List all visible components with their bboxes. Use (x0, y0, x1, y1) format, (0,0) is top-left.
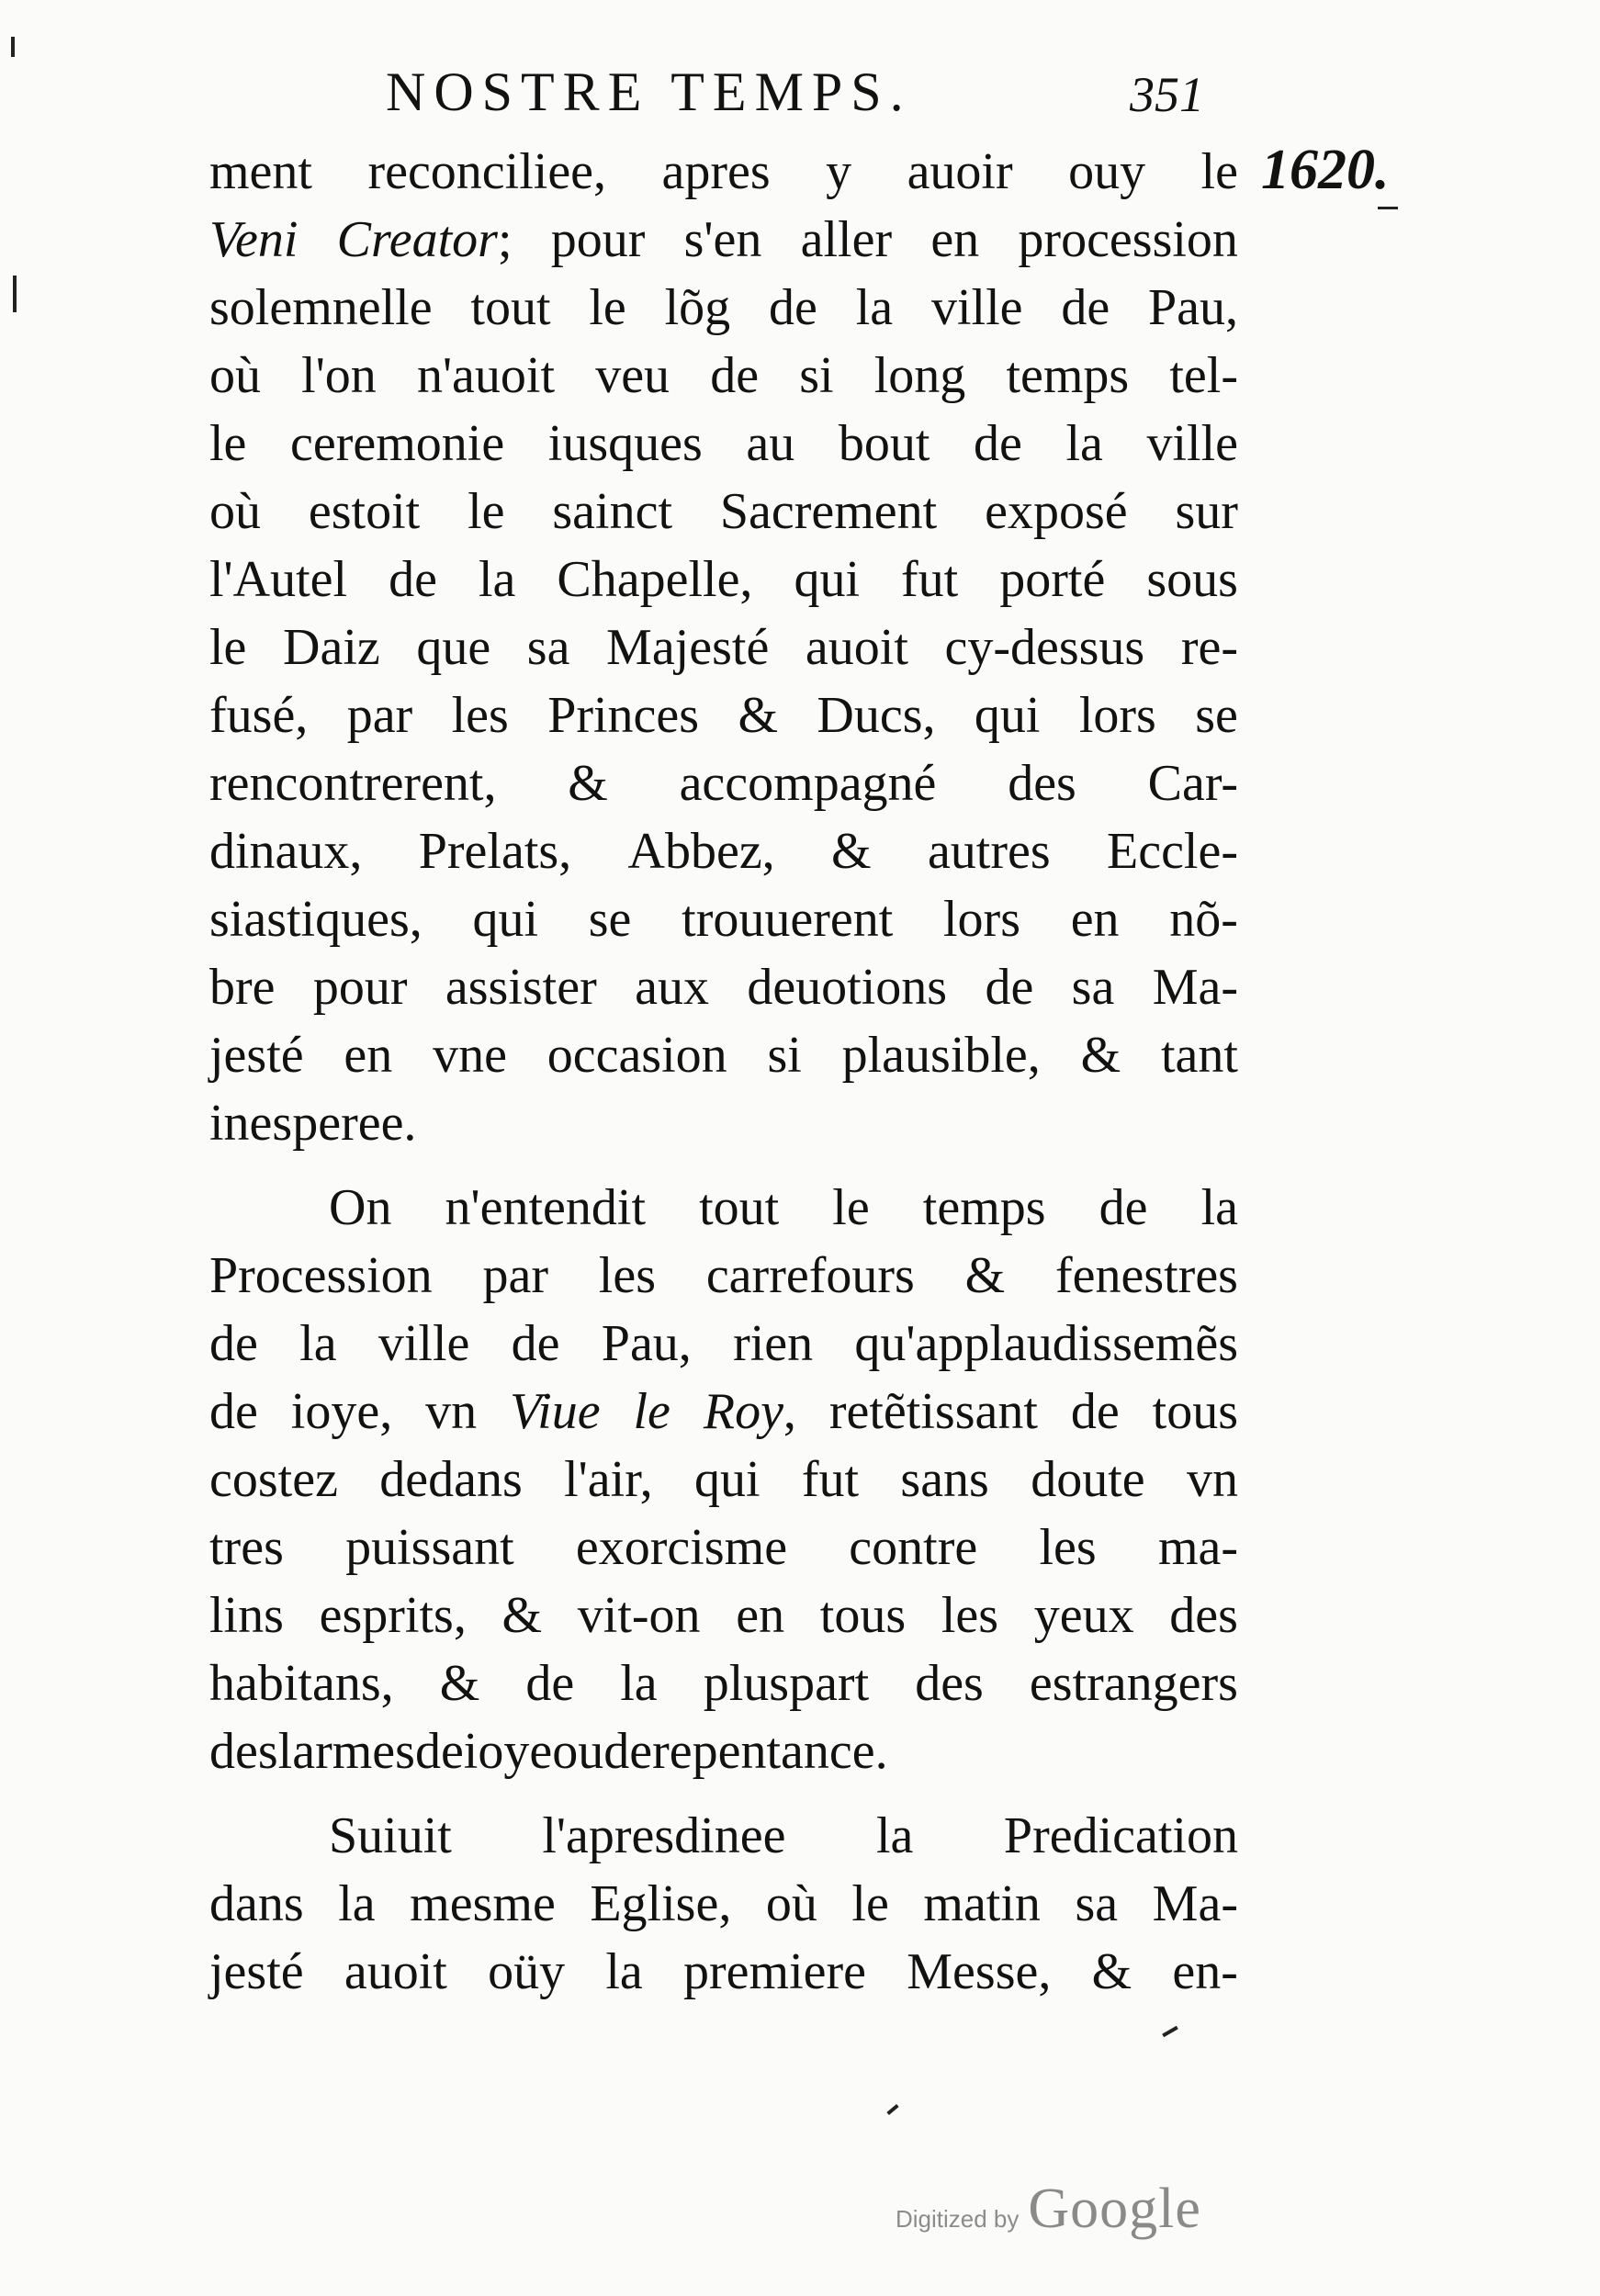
google-logo: Google (1028, 2178, 1201, 2240)
digitized-by-label: Digitized by (896, 2205, 1020, 2233)
text-line: jesté en vne occasion si plausible, & tant (209, 1027, 1238, 1084)
text-line: fusé, par les Princes & Ducs, qui lors se (209, 687, 1238, 744)
text-line: tres puissant exorcisme contre les ma- (209, 1519, 1238, 1576)
text-line: lins esprits, & vit-on en tous les yeux des (209, 1587, 1238, 1644)
text-line: siastiques, qui se trouuerent lors en nõ- (209, 891, 1238, 948)
text-line: des larmes de ioye ou de repentance. (209, 1723, 888, 1780)
text-line: costez dedans l'air, qui fut sans doute vn (209, 1451, 1238, 1508)
running-head: NOSTRE TEMPS. (386, 62, 912, 122)
margin-speck (886, 2104, 898, 2115)
margin-speck (11, 37, 15, 57)
digitized-by-google-watermark (896, 2177, 1201, 2242)
margin-speck (1378, 207, 1398, 209)
text-line: dans la mesme Eglise, où le matin sa Ma- (209, 1875, 1238, 1932)
margin-speck (1162, 2026, 1178, 2037)
text-line: inesperee. (209, 1095, 417, 1152)
text-line: bre pour assister aux deuotions de sa Ma- (209, 959, 1238, 1016)
text-line: jesté auoit oüy la premiere Messe, & en- (209, 1943, 1238, 2000)
text-line: l'Autel de la Chapelle, qui fut porté sous (209, 551, 1238, 608)
margin-year-note: 1620. (1261, 139, 1390, 201)
margin-speck (13, 276, 17, 312)
text-line: de ioye, vn Viue le Roy, retẽtissant de tous (209, 1383, 1238, 1440)
text-line: de la ville de Pau, rien qu'applaudissemẽs (209, 1315, 1238, 1372)
text-line: où l'on n'auoit veu de si long temps tel- (209, 347, 1238, 404)
text-line: où estoit le sainct Sacrement exposé sur (209, 483, 1238, 540)
text-line: habitans, & de la pluspart des estrangers (209, 1655, 1238, 1712)
text-line: le ceremonie iusques au bout de la ville (209, 415, 1238, 472)
text-line: rencontrerent, & accompagné des Car- (209, 755, 1238, 812)
text-line: le Daiz que sa Majesté auoit cy-dessus re- (209, 619, 1238, 676)
text-line: Procession par les carrefours & fenestres (209, 1247, 1238, 1304)
text-line: solemnelle tout le lõg de la ville de Pau, (209, 279, 1238, 336)
body-text (209, 138, 1238, 2006)
text-line: dinaux, Prelats, Abbez, & autres Eccle- (209, 823, 1238, 880)
text-line: Veni Creator; pour s'en aller en procession (209, 211, 1238, 268)
page-number: 351 (1130, 67, 1204, 122)
text-line: On n'entendit tout le temps de la (329, 1179, 1238, 1236)
text-line: Suiuit l'apresdinee la Predication (329, 1807, 1238, 1864)
text-line: ment reconciliee, apres y auoir ouy le (209, 143, 1238, 200)
